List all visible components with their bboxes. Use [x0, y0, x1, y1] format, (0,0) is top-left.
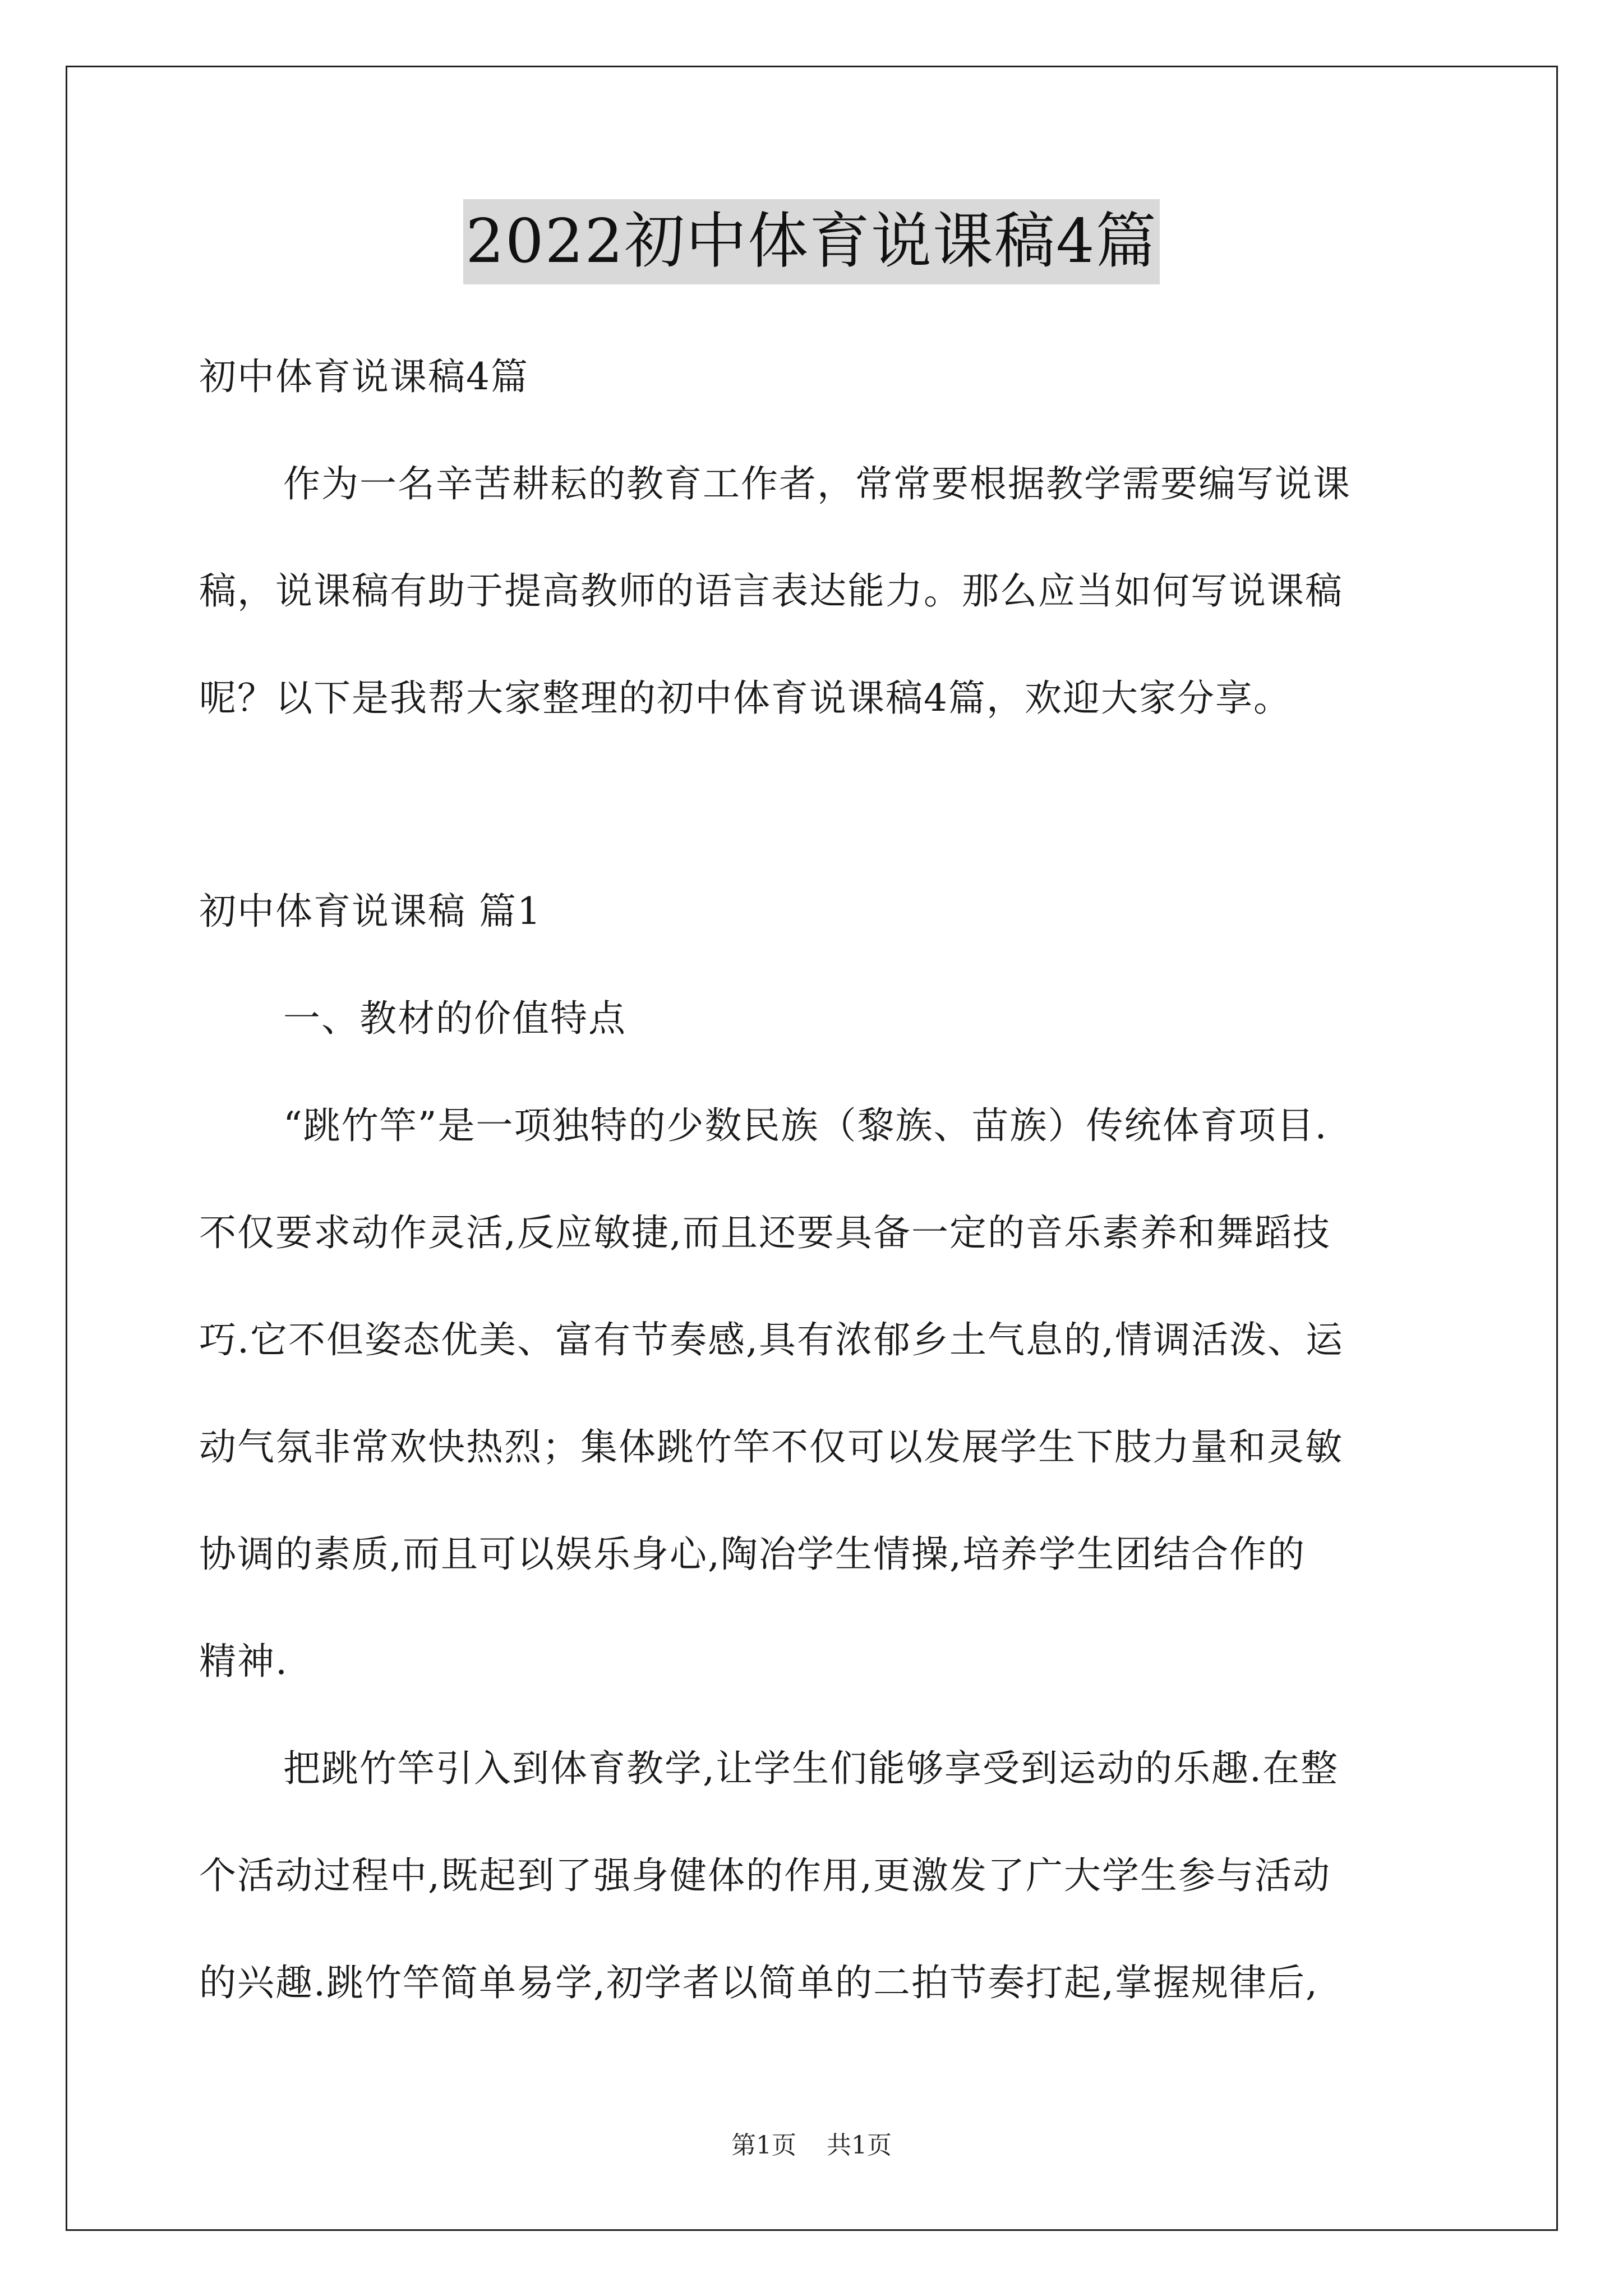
subheading: 一、教材的价值特点	[283, 997, 626, 1040]
paragraph1-line-2: 不仅要求动作灵活,反应敏捷,而且还要具备一定的音乐素养和舞蹈技	[199, 1211, 1331, 1254]
section-heading: 初中体育说课稿 篇1	[199, 890, 542, 933]
intro-line-3: 呢？以下是我帮大家整理的初中体育说课稿4篇，欢迎大家分享。	[199, 677, 1292, 720]
page-footer	[0, 2129, 1623, 2162]
paragraph1-line-5: 协调的素质,而且可以娱乐身心,陶冶学生情操,培养学生团结合作的	[199, 1533, 1306, 1576]
page-number: 第1页	[731, 2131, 796, 2160]
paragraph2-line-3: 的兴趣.跳竹竿简单易学,初学者以简单的二拍节奏打起,掌握规律后,	[199, 1961, 1318, 2004]
paragraph2-line-2: 个活动过程中,既起到了强身健体的作用,更激发了广大学生参与活动	[199, 1854, 1331, 1897]
page-total: 共1页	[827, 2131, 892, 2160]
paragraph1-line-3: 巧.它不但姿态优美、富有节奏感,具有浓郁乡土气息的,情调活泼、运	[199, 1318, 1344, 1361]
intro-line-1: 作为一名辛苦耕耘的教育工作者，常常要根据教学需要编写说课	[283, 462, 1351, 505]
document-subtitle: 初中体育说课稿4篇	[199, 355, 529, 398]
paragraph1-line-1: “跳竹竿”是一项独特的少数民族（黎族、苗族）传统体育项目.	[283, 1104, 1328, 1147]
document-title: 2022初中体育说课稿4篇	[463, 199, 1160, 284]
title-container	[0, 199, 1623, 284]
paragraph2-line-1: 把跳竹竿引入到体育教学,让学生们能够享受到运动的乐趣.在整	[283, 1747, 1339, 1790]
intro-line-2: 稿，说课稿有助于提高教师的语言表达能力。那么应当如何写说课稿	[199, 569, 1343, 613]
paragraph1-line-6: 精神.	[199, 1640, 288, 1683]
paragraph1-line-4: 动气氛非常欢快热烈；集体跳竹竿不仅可以发展学生下肢力量和灵敏	[199, 1425, 1343, 1469]
